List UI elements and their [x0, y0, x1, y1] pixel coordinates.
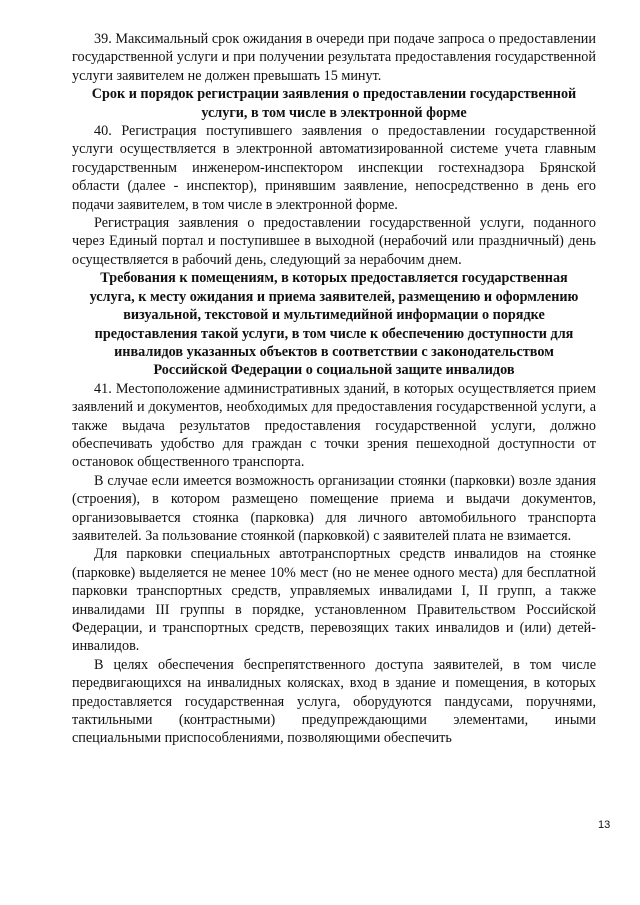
document-body	[72, 30, 596, 748]
paragraph-41-disabled-parking: Для парковки специальных автотранспортных средств инвалидов на стоянке (парковке) выделяется не менее 10% мест (но не менее одного места) для бесплатной парковки транспортных средств, управляемых инвалидами I, II групп, а также инвалидами III группы в порядке, установленном Правительством Российской Федерации, и транспортных средств, перевозящих таких инвалидов и (или) детей-инвалидов.	[72, 546, 596, 655]
paragraph-41-accessibility: В целях обеспечения беспрепятственного доступа заявителей, в том числе передвигающихся на инвалидных колясках, вход в здание и помещения, в которых предоставляется государственная услуга, оборудуются пандусами, поручнями, тактильными (контрастными) предупреждающими элементами, иными специальными приспособлениями, позволяющими обеспечить	[72, 656, 596, 747]
paragraph-41-parking: В случае если имеется возможность организации стоянки (парковки) возле здания (строения), в котором размещено помещение приема и выдачи документов, организовывается стоянка (парковка) для личного автомобильного транспорта заявителей. За пользование стоянкой (парковкой) с заявителей плата не взимается.	[72, 472, 596, 544]
heading-registration: Срок и порядок регистрации заявления о предоставлении государственной услуги, в том числе в электронной форме	[91, 86, 577, 121]
paragraph-40: 40. Регистрация поступившего заявления о предоставлении государственной услуги осуществляется в электронной автоматизированной системе учета главным государственным инженером-инспектором инспекции гостехнадзора Брянской области (далее - инспектор), принявшим заявление, непосредственно в день его подачи заявителем, в том числе в электронной форме.	[72, 123, 596, 213]
paragraph-39: 39. Максимальный срок ожидания в очереди при подаче запроса о предоставлении государственной услуги и при получении результата предоставления государственной услуги заявителем не должен превышать 15 минут.	[72, 31, 596, 84]
paragraph-40-registration-portal: Регистрация заявления о предоставлении государственной услуги, поданного через Единый портал и поступившее в выходной (нерабочий или праздничный) день осуществляется в рабочий день, следующий за нерабочим днем.	[72, 215, 596, 268]
page-number: 13	[598, 819, 611, 831]
paragraph-41: 41. Местоположение административных зданий, в которых осуществляется прием заявлений и документов, необходимых для предоставления государственной услуги, а также выдача результатов предоставления государственной услуги, должно обеспечивать удобство для граждан с точки зрения пешеходной доступности от остановок общественного транспорта.	[72, 380, 596, 471]
heading-premises-requirements: Требования к помещениям, в которых предоставляется государственная услуга, к месту ожидания и приема заявителей, размещению и оформлению визуальной, текстовой и мультимедийной информации о порядке предоставления такой услуги, в том числе к обеспечению доступности для инвалидов указанных объектов в соответствии с законодательством Российской Федерации о социальной защите инвалидов	[89, 270, 579, 379]
